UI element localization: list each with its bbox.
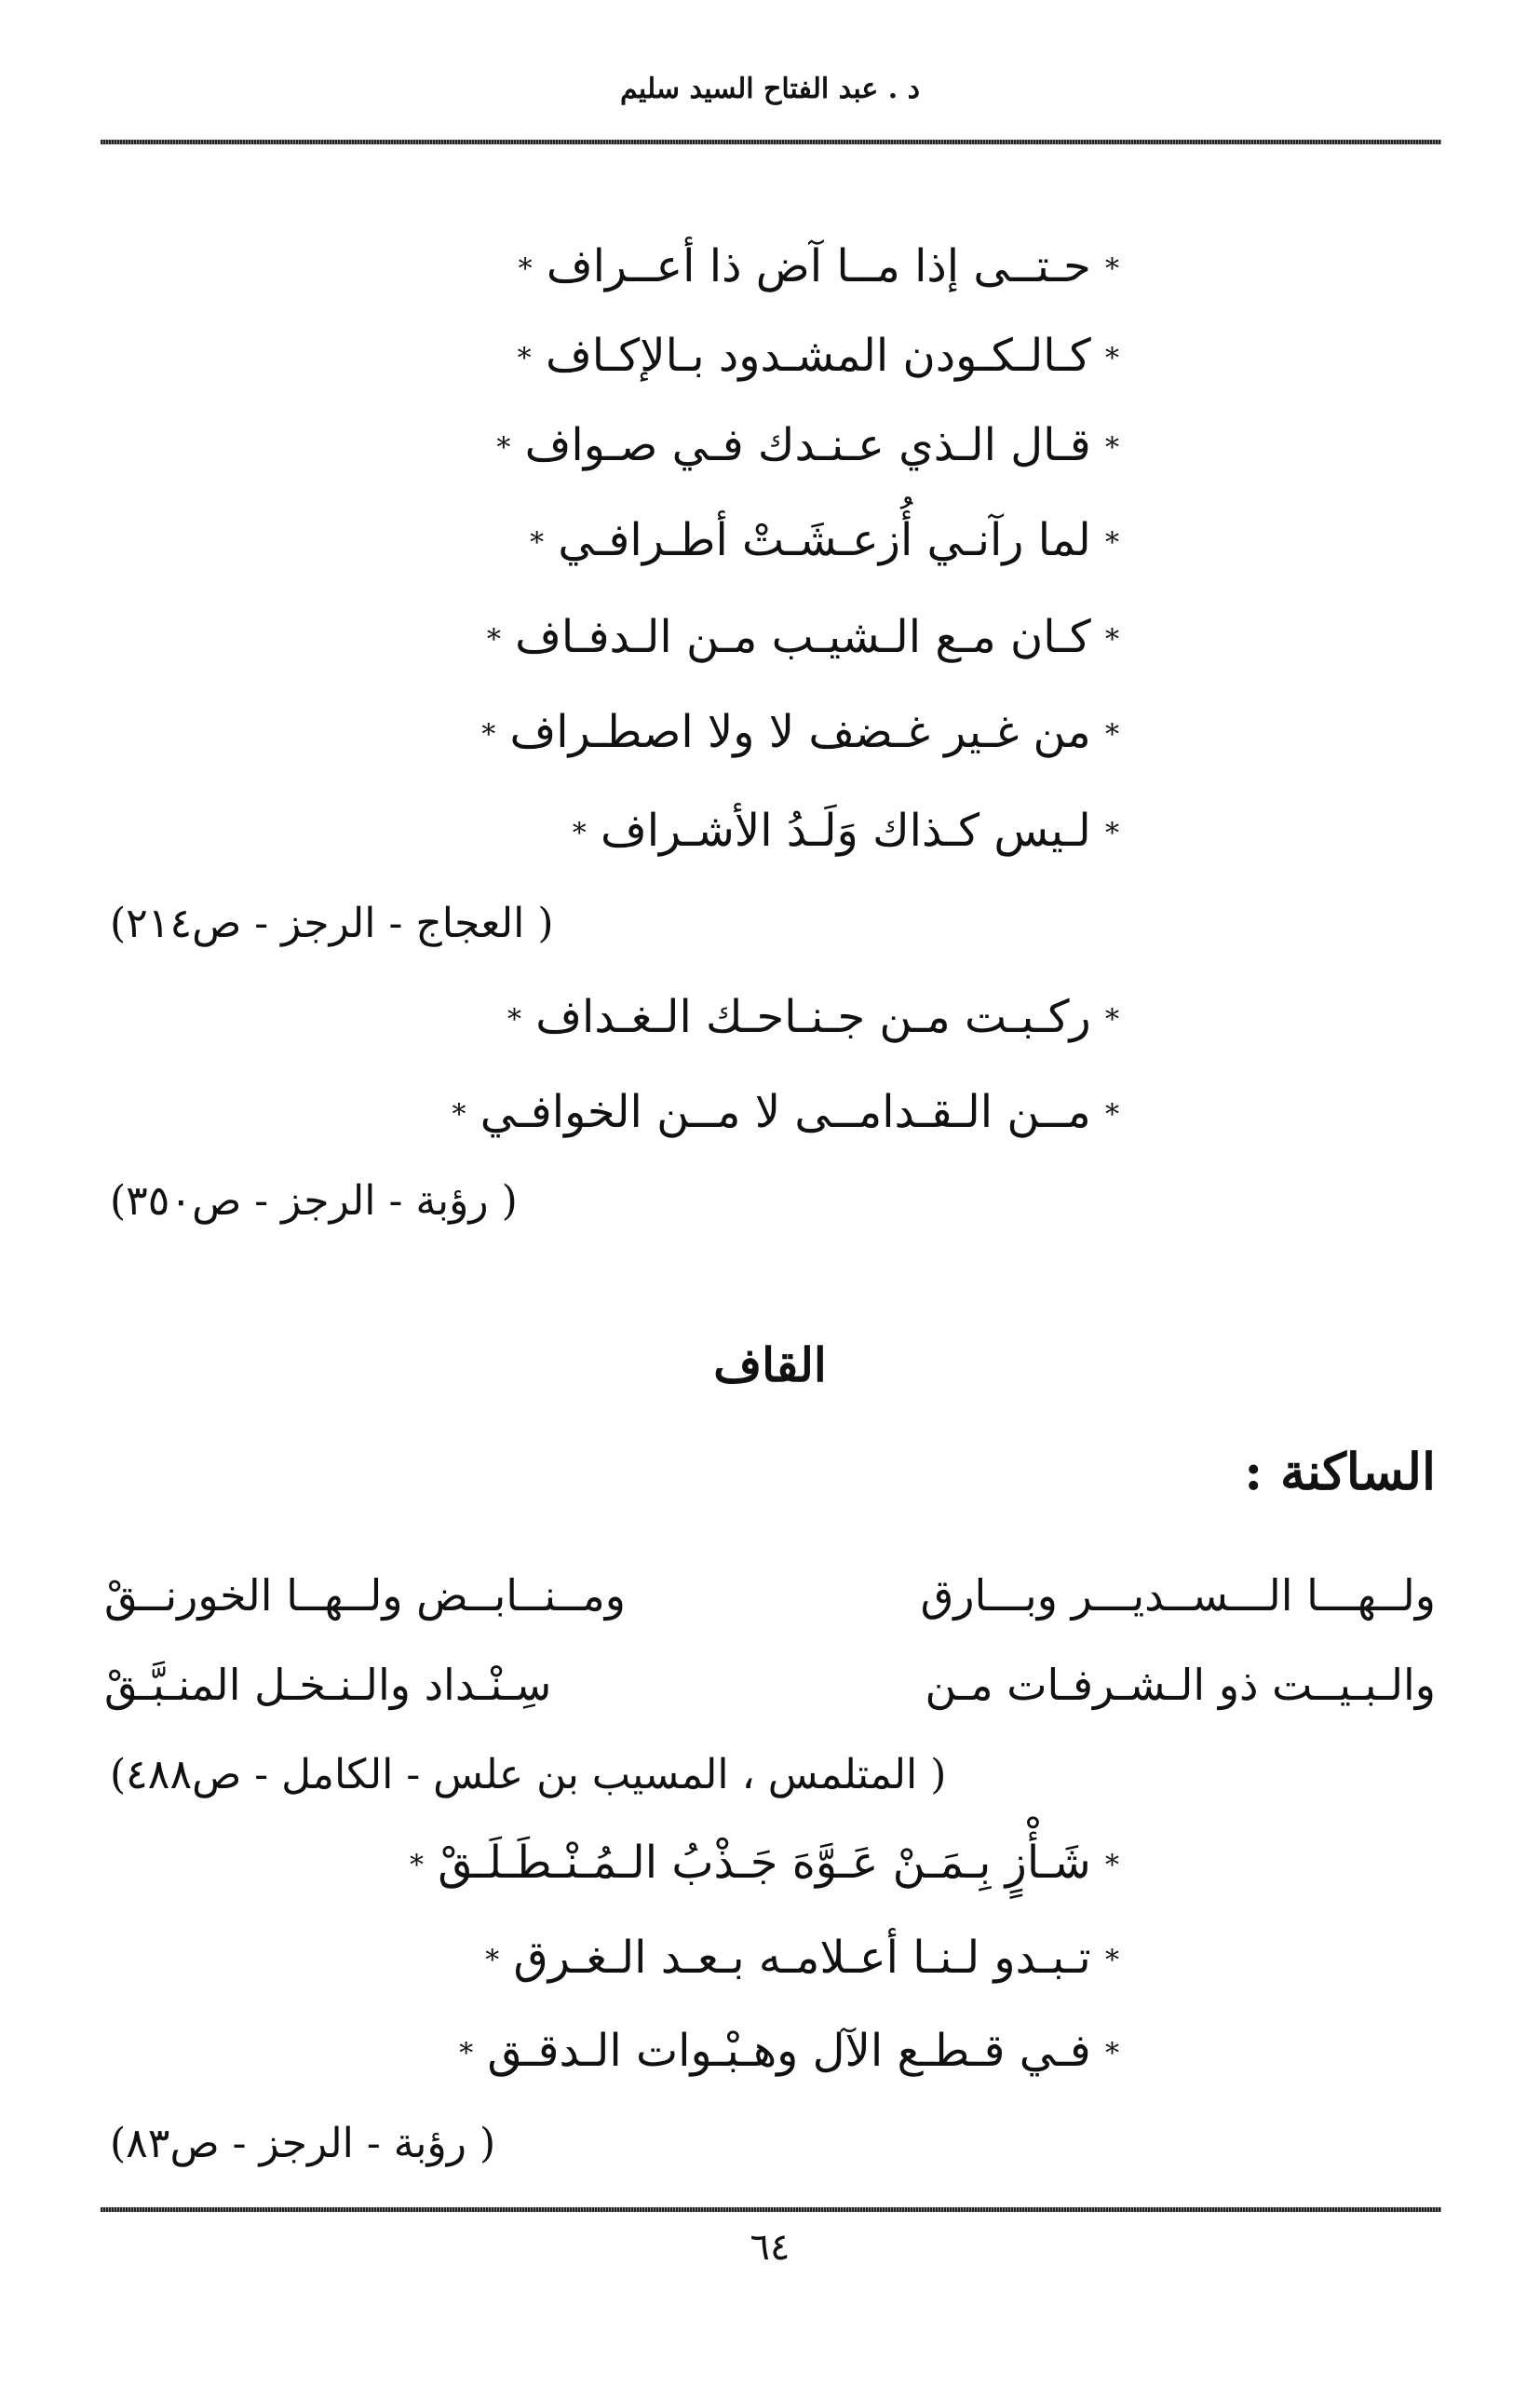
verse-marker: * xyxy=(530,526,545,560)
source-citation: ( رؤبة - الرجز - ص٣٥٠) xyxy=(110,1177,518,1225)
first-hemistich: ولــهـــا الـــســديـــر وبـــارق xyxy=(920,1570,1436,1621)
verse-text: من غـير غـضف لا ولا اصطـراف xyxy=(509,706,1091,758)
verse-marker: * xyxy=(1105,252,1119,286)
verse-marker: * xyxy=(1105,1098,1119,1132)
verse-marker: * xyxy=(1105,1003,1119,1037)
second-hemistich: ومــنــابــض ولــهــا الخورنــقْ xyxy=(104,1570,626,1621)
verse-line xyxy=(410,1837,1119,1889)
verse-marker: * xyxy=(1105,817,1119,850)
verse-line xyxy=(481,706,1119,758)
verse-text: حـتــى إذا مــا آض ذا أعــراف xyxy=(546,240,1091,292)
verse-marker: * xyxy=(572,817,587,850)
verse-marker: * xyxy=(518,252,533,286)
verse-marker: * xyxy=(410,1849,424,1882)
verse-marker: * xyxy=(1105,2037,1119,2070)
verse-marker: * xyxy=(481,718,496,752)
verse-marker: * xyxy=(507,1003,521,1037)
verse-marker: * xyxy=(496,431,511,465)
verse-line xyxy=(517,330,1119,382)
second-hemistich: سِـنْـداد والـنـخـل المنـبَّـقْ xyxy=(104,1660,552,1710)
verse-marker: * xyxy=(485,1944,500,1977)
verse-marker: * xyxy=(517,342,532,375)
verse-line xyxy=(507,991,1119,1043)
verse-marker: * xyxy=(1105,1944,1119,1977)
footer-rule xyxy=(101,2207,1441,2212)
couplet xyxy=(104,1660,1436,1710)
verse-line xyxy=(530,514,1119,566)
verse-line xyxy=(518,240,1119,292)
verse-marker: * xyxy=(486,623,501,657)
verse-line xyxy=(486,611,1119,663)
verse-line xyxy=(496,419,1119,471)
verse-marker: * xyxy=(452,1098,466,1132)
verse-text: لـيس كـذاك وَلَـدُ الأشـراف xyxy=(600,805,1091,857)
running-head: د . عبد الفتاح السيد سليم xyxy=(619,73,921,105)
source-citation: ( المتلمس ، المسيب بن علس - الكامل - ص٤٨٨) xyxy=(110,1751,947,1798)
header-rule xyxy=(101,140,1441,144)
verse-text: مــن الـقـدامــى لا مــن الخوافـي xyxy=(480,1086,1091,1138)
couplet xyxy=(104,1570,1436,1621)
section-heading: القاف xyxy=(713,1337,827,1392)
verse-text: قـال الـذي عـنـدك فـي صـواف xyxy=(524,419,1091,471)
verse-line xyxy=(452,1086,1119,1138)
subsection-heading: الساكنة : xyxy=(1244,1442,1436,1501)
verse-line xyxy=(572,805,1119,857)
verse-marker: * xyxy=(1105,342,1119,375)
verse-text: ركـبـت مـن جـنـاحـك الـغـداف xyxy=(535,991,1091,1043)
verse-line xyxy=(485,1932,1119,1984)
page-number: ٦٤ xyxy=(750,2226,790,2269)
verse-marker: * xyxy=(1105,431,1119,465)
verse-text: كـان مـع الـشيـب مـن الـدفـاف xyxy=(515,611,1091,663)
verse-text: فـي قـطـع الآل وهـبْـوات الـدقـق xyxy=(487,2025,1091,2077)
verse-text: تـبـدو لـنـا أعـلامـه بـعـد الـغـرق xyxy=(513,1932,1091,1984)
verse-marker: * xyxy=(1105,526,1119,560)
first-hemistich: والـبـيــت ذو الـشـرفـات مـن xyxy=(925,1660,1436,1710)
verse-marker: * xyxy=(1105,1849,1119,1882)
verse-marker: * xyxy=(1105,623,1119,657)
verse-line xyxy=(459,2025,1119,2077)
source-citation: ( رؤبة - الرجز - ص٨٣) xyxy=(110,2120,496,2167)
verse-text: لما رآنـي أُزعـشَـتْ أطـرافـي xyxy=(558,514,1091,566)
verse-text: كـالـكـودن المشـدود بـالإكـاف xyxy=(545,330,1091,382)
verse-marker: * xyxy=(459,2037,474,2070)
source-citation: ( العجاج - الرجز - ص٢١٤) xyxy=(110,900,554,947)
verse-marker: * xyxy=(1105,718,1119,752)
verse-text: شَـأْزٍ بِـمَـنْ عَـوَّهَ جَـذْبُ الـمُـنْـطَـلَـقْ xyxy=(438,1837,1091,1889)
